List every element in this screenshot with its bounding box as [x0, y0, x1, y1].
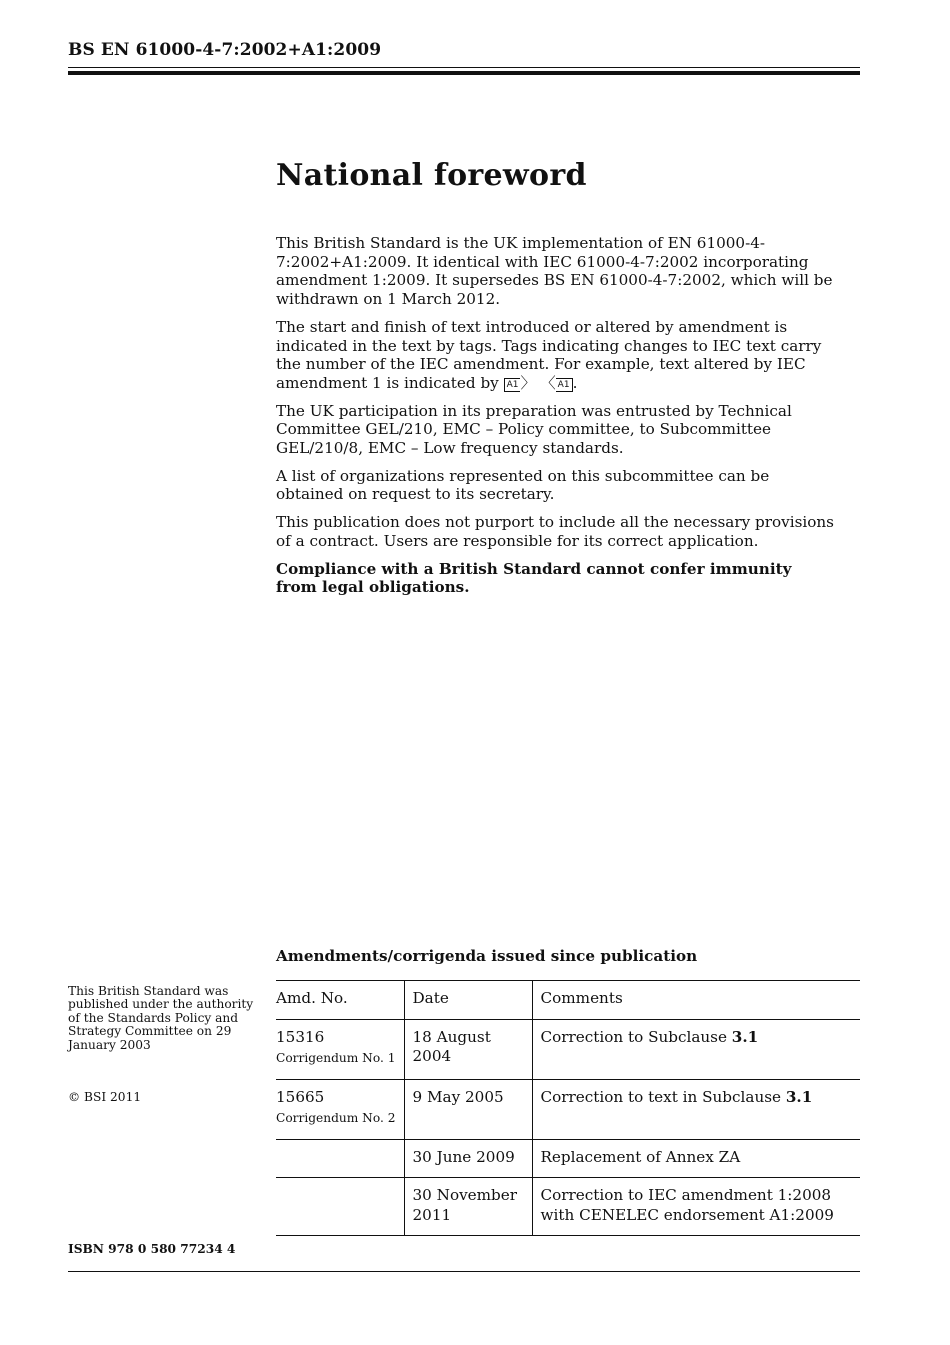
amendment-tag-close-icon: A1	[556, 378, 573, 392]
amendments-table	[276, 980, 860, 1236]
comment-text: Correction to text in Subclause	[540, 1087, 782, 1106]
amd-sub-label: Corrigendum No. 1	[276, 1051, 396, 1065]
amd-number: 15316	[276, 1027, 325, 1046]
amd-no-cell	[276, 1178, 404, 1236]
paragraph-end-mark: .	[572, 373, 578, 392]
comment-cell	[532, 1079, 860, 1139]
header-rule-thin	[68, 67, 860, 68]
date-cell: 30 June 2009	[404, 1139, 532, 1178]
comment-text: Correction to Subclause	[540, 1027, 727, 1046]
comment-clause: 3.1	[785, 1087, 813, 1106]
paragraph-participation: The UK participation in its preparation was entrusted by Technical Committee GEL/210, EMC – Policy committee, to Subcommittee GEL/210/8, EMC – Low frequency standards.	[276, 401, 792, 458]
comment-cell	[532, 1178, 860, 1236]
amd-no-cell	[276, 1079, 404, 1139]
compliance-statement: Compliance with a British Standard cannot confer immunity from legal obligations.	[276, 559, 792, 597]
header-rule-thick	[68, 71, 860, 75]
amd-no-cell	[276, 1139, 404, 1178]
paragraph-organizations: A list of organizations represented on this subcommittee can be obtained on request to its secretary.	[276, 466, 770, 504]
isbn: ISBN 978 0 580 77234 4	[68, 1242, 236, 1256]
date-cell: 30 November 2011	[404, 1178, 532, 1236]
page-title: National foreword	[276, 158, 587, 193]
paragraph-amendment-tags: The start and finish of text introduced or altered by amendment is indicated in the text by tags. Tags indicating changes to IEC text carry the number of the IEC amendment. For example, text altered by IEC amendment 1 is indicated by A1 〉 〈 A1 .	[276, 317, 822, 392]
comment-cell	[532, 1139, 860, 1178]
paragraph-contract: This publication does not purport to include all the necessary provisions of a contract. Users are responsible for its correct application.	[276, 513, 834, 550]
table-row	[276, 1079, 860, 1139]
footer-rule	[68, 1271, 860, 1272]
amendments-heading: Amendments/corrigenda issued since publication	[276, 947, 698, 965]
publication-note: This British Standard was published under the authority of the Standards Policy and Strategy Committee on 29 January 2003	[68, 984, 254, 1052]
amd-no-cell	[276, 1019, 404, 1079]
table-row	[276, 1139, 860, 1178]
amd-number: 15665	[276, 1087, 325, 1106]
foreword-body	[276, 234, 836, 606]
amd-sub-label: Corrigendum No. 2	[276, 1111, 396, 1125]
comment-cell	[532, 1019, 860, 1079]
column-header-comments: Comments	[532, 981, 860, 1020]
comment-text: Correction to IEC amendment 1:2008 with CENELEC endorsement A1:2009	[540, 1186, 834, 1224]
paragraph-implementation: This British Standard is the UK implementation of EN 61000-4-7:2002+A1:2009. It identical with IEC 61000-4-7:2002 incorporating amendment 1:2009. It supersedes BS EN 61000-4-7:2002, which will be withdrawn on 1 March 2012.	[276, 234, 833, 309]
copyright-notice: © BSI 2011	[68, 1090, 142, 1104]
column-header-date: Date	[404, 981, 532, 1020]
table-row	[276, 1019, 860, 1079]
document-header-title: BS EN 61000-4-7:2002+A1:2009	[68, 40, 382, 60]
table-row	[276, 1178, 860, 1236]
date-cell: 18 August 2004	[404, 1019, 532, 1079]
table-header-row	[276, 981, 860, 1020]
date-cell: 9 May 2005	[404, 1079, 532, 1139]
comment-clause: 3.1	[731, 1027, 759, 1046]
column-header-amd-no: Amd. No.	[276, 981, 404, 1020]
comment-text: Replacement of Annex ZA	[540, 1147, 741, 1166]
amendment-tag-open-icon: A1	[504, 378, 521, 392]
tag-explanation-text: The start and finish of text introduced or altered by amendment is indicated in the text by tags. Tags indicating changes to IEC text carry the number of the IEC amendment. For example, text altered by IEC amendment 1 is indicated by	[276, 317, 822, 392]
